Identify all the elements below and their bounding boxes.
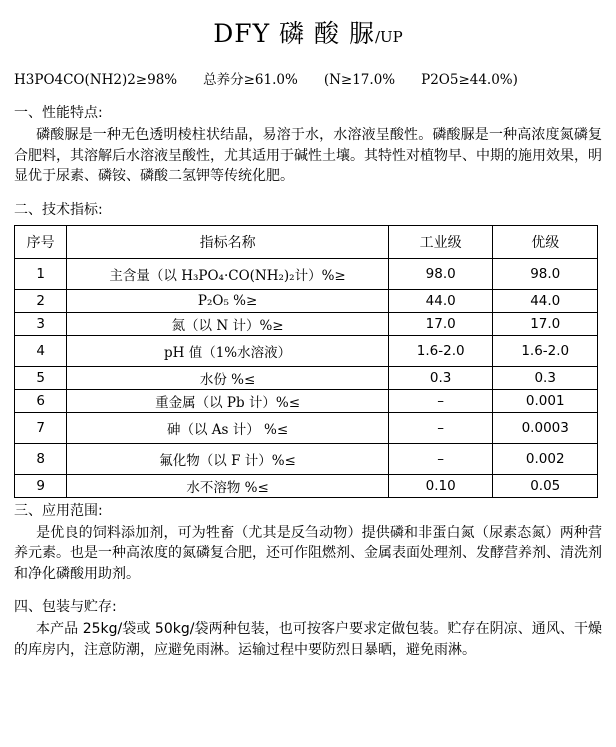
cell-name: 水份 %≤ <box>67 366 389 389</box>
column-header-industrial: 工业级 <box>388 225 493 258</box>
section-heading-performance: 一、性能特点: <box>14 105 103 121</box>
cell-name: 氟化物（以 F 计）%≤ <box>67 443 389 474</box>
application-text: 是优良的饲料添加剂，可为牲畜（尤其是反刍动物）提供磷和非蛋白氮（尿素态氮）两种营养元素。也是一种高浓度的氮磷复合肥，还可作阻燃剂、金属表面处理剂、发酵营养剂、清洗剂和净化磷酸用助剂。 <box>14 524 602 582</box>
column-header-no: 序号 <box>15 225 67 258</box>
table-row <box>15 335 598 366</box>
cell-premium: 0.3 <box>493 366 598 389</box>
section-body-performance <box>14 125 602 187</box>
specifications-table <box>14 225 598 498</box>
cell-premium: 44.0 <box>493 289 598 312</box>
table-row <box>15 474 598 497</box>
cell-premium: 0.05 <box>493 474 598 497</box>
section-body-packaging <box>14 619 602 660</box>
table-row <box>15 366 598 389</box>
formula-segment-1: 总养分≥61.0% <box>203 72 298 88</box>
cell-industrial: 1.6-2.0 <box>388 335 493 366</box>
cell-name: 重金属（以 Pb 计）%≤ <box>67 389 389 412</box>
title-sub: /UP <box>374 28 403 46</box>
cell-no: 2 <box>15 289 67 312</box>
table-header-row <box>15 225 598 258</box>
cell-premium: 1.6-2.0 <box>493 335 598 366</box>
cell-industrial: 44.0 <box>388 289 493 312</box>
cell-no: 8 <box>15 443 67 474</box>
cell-no: 9 <box>15 474 67 497</box>
table-row <box>15 312 598 335</box>
section-heading-application: 三、应用范围: <box>14 502 103 519</box>
section-body-application <box>14 523 602 585</box>
cell-name: 砷（以 As 计） %≤ <box>67 412 389 443</box>
table-row <box>15 389 598 412</box>
cell-premium: 17.0 <box>493 312 598 335</box>
cell-no: 4 <box>15 335 67 366</box>
formula-line <box>14 68 602 88</box>
table-row <box>15 289 598 312</box>
cell-name: 水不溶物 %≤ <box>67 474 389 497</box>
cell-industrial: – <box>388 443 493 474</box>
section-heading-packaging: 四、包装与贮存: <box>14 599 117 615</box>
cell-no: 3 <box>15 312 67 335</box>
packaging-text: 本产品 25kg/袋或 50kg/袋两种包装，也可按客户要求定做包装。贮存在阴凉、通风、干燥的库房内，注意防潮，应避免雨淋。运输过程中要防烈日暴晒，避免雨淋。 <box>14 621 602 658</box>
table-row <box>15 443 598 474</box>
performance-text: 磷酸脲是一种无色透明棱柱状结晶，易溶于水，水溶液呈酸性。磷酸脲是一种高浓度氮磷复合肥料，其溶解后水溶液呈酸性，尤其适用于碱性土壤。其特性对植物早、中期的施用效果，明显优于尿素、磷铵、磷酸二氢钾等传统化肥。 <box>14 127 602 184</box>
table-row <box>15 412 598 443</box>
cell-no: 6 <box>15 389 67 412</box>
cell-industrial: 17.0 <box>388 312 493 335</box>
cell-industrial: 0.10 <box>388 474 493 497</box>
formula-segment-0: H3PO4CO(NH2)2≥98% <box>14 72 178 88</box>
column-header-name: 指标名称 <box>67 225 389 258</box>
cell-name: pH 值（1%水溶液） <box>67 335 389 366</box>
table-row <box>15 258 598 289</box>
column-header-premium: 优级 <box>493 225 598 258</box>
cell-industrial: 0.3 <box>388 366 493 389</box>
cell-no: 7 <box>15 412 67 443</box>
formula-segment-2: (N≥17.0% <box>323 72 396 88</box>
cell-premium: 0.002 <box>493 443 598 474</box>
cell-name: P₂O₅ %≥ <box>67 289 389 312</box>
cell-industrial: 98.0 <box>388 258 493 289</box>
cell-industrial: – <box>388 389 493 412</box>
section-heading-specs: 二、技术指标: <box>14 201 103 218</box>
cell-name: 主含量（以 H₃PO₄·CO(NH₂)₂计）%≥ <box>67 258 389 289</box>
cell-no: 5 <box>15 366 67 389</box>
cell-name: 氮（以 N 计）%≥ <box>67 312 389 335</box>
cell-industrial: – <box>388 412 493 443</box>
page-title <box>14 14 602 50</box>
cell-no: 1 <box>15 258 67 289</box>
cell-premium: 0.001 <box>493 389 598 412</box>
cell-premium: 0.0003 <box>493 412 598 443</box>
formula-segment-3: P2O5≥44.0%) <box>421 72 518 88</box>
title-main: DFY 磷 酸 脲 <box>213 19 375 48</box>
cell-premium: 98.0 <box>493 258 598 289</box>
